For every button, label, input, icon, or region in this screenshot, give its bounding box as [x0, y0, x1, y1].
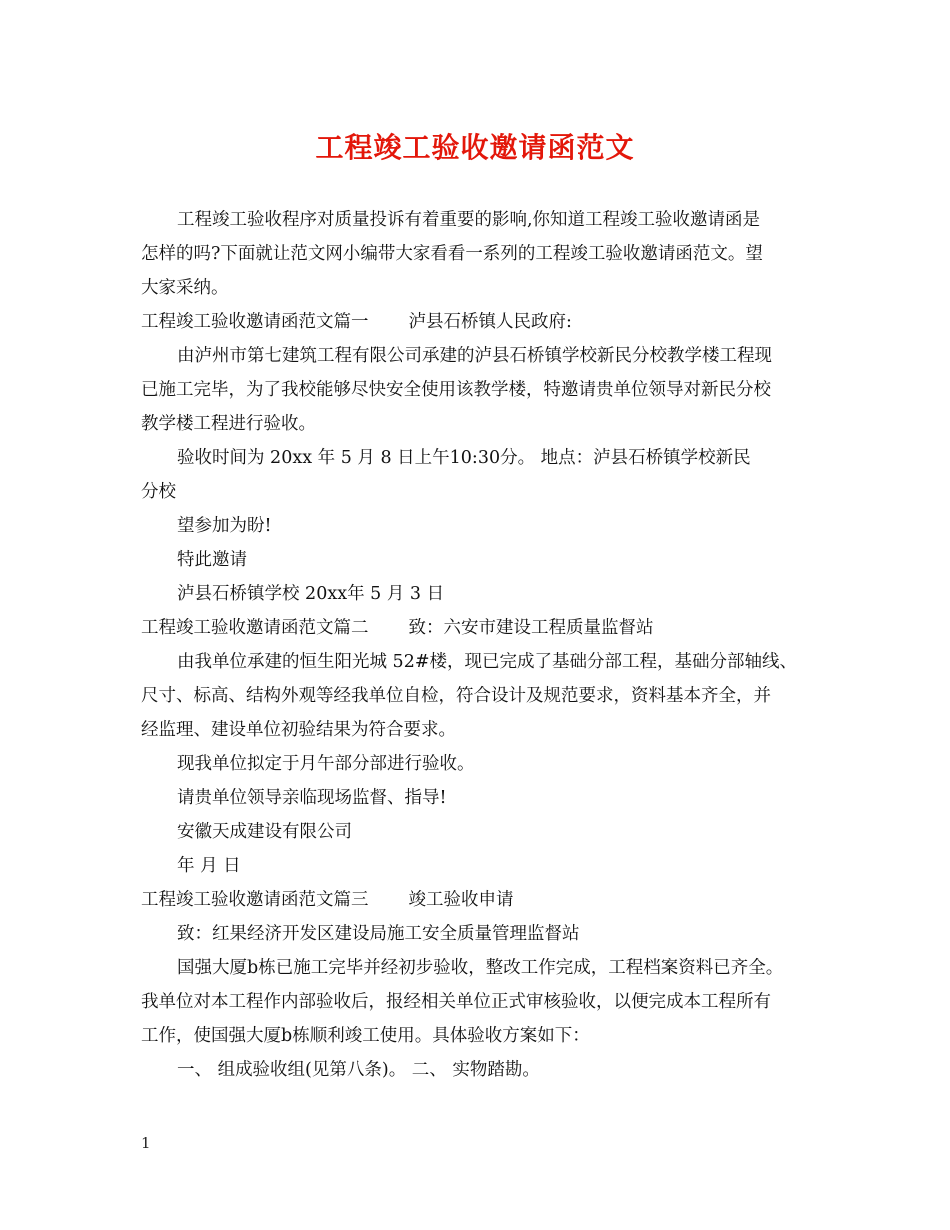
document-title: 工程竣工验收邀请函范文 [315, 131, 635, 164]
section1-closing-2: 特此邀请 [177, 550, 247, 570]
section1-addressee: 泸县石桥镇人民政府: [408, 312, 572, 332]
section3-items: 一、 组成验收组(见第八条)。 二、 实物踏勘。 [177, 1060, 540, 1080]
section2-body-line-1: 由我单位承建的恒生阳光城 52#楼，现已完成了基础分部工程，基础分部轴线、 [177, 652, 797, 672]
section1-time-line-2: 分校 [141, 482, 176, 502]
section2-date: 年 月 日 [177, 856, 241, 876]
section3-body-line-3: 工作，使国强大厦b栋顺利竣工使用。具体验收方案如下： [141, 1026, 590, 1046]
section1-closing-1: 望参加为盼! [177, 516, 272, 536]
section2-heading-line [141, 611, 831, 645]
section2-request: 请贵单位领导亲临现场监督、指导! [177, 788, 447, 808]
section2-body-line-3: 经监理、建设单位初验结果为符合要求。 [141, 720, 456, 740]
section1-time-line-1: 验收时间为 20xx 年 5 月 8 日上午10:30分。 地点：泸县石桥镇学校新民 [177, 448, 751, 468]
section2-plan: 现我单位拟定于月午部分部进行验收。 [177, 754, 475, 774]
section3-body-line-2: 我单位对本工程作内部验收后，报经相关单位正式审核验收，以便完成本工程所有 [141, 992, 771, 1012]
intro-line-3: 大家采纳。 [141, 278, 229, 298]
section3-heading: 工程竣工验收邀请函范文篇三 [141, 890, 369, 910]
section3-subtitle: 竣工验收申请 [408, 890, 514, 910]
section2-body-line-2: 尺寸、标高、结构外观等经我单位自检，符合设计及规范要求，资料基本齐全，并 [141, 686, 771, 706]
section1-signature: 泸县石桥镇学校 20xx年 5 月 3 日 [177, 584, 445, 604]
section2-heading: 工程竣工验收邀请函范文篇二 [141, 618, 369, 638]
section3-heading-line [141, 883, 831, 917]
intro-line-2: 怎样的吗?下面就让范文网小编带大家看看一系列的工程竣工验收邀请函范文。望 [141, 244, 763, 264]
section2-company: 安徽天成建设有限公司 [177, 822, 352, 842]
section1-heading: 工程竣工验收邀请函范文篇一 [141, 312, 369, 332]
section1-body-line-2: 已施工完毕，为了我校能够尽快安全使用该教学楼，特邀请贵单位领导对新民分校 [141, 380, 771, 400]
section3-body-line-1: 国强大厦b栋已施工完毕并经初步验收，整改工作完成，工程档案资料已齐全。 [177, 958, 784, 978]
section2-addressee: 致：六安市建设工程质量监督站 [408, 618, 654, 638]
section3-addressee: 致：红果经济开发区建设局施工安全质量管理监督站 [177, 924, 580, 944]
page-number: 1 [141, 1134, 151, 1152]
section1-heading-line [141, 305, 831, 339]
document-body [141, 203, 831, 1087]
section1-body-line-3: 教学楼工程进行验收。 [141, 414, 316, 434]
intro-line-1: 工程竣工验收程序对质量投诉有着重要的影响,你知道工程竣工验收邀请函是 [177, 210, 761, 230]
section1-body-line-1: 由泸州市第七建筑工程有限公司承建的泸县石桥镇学校新民分校教学楼工程现 [177, 346, 772, 366]
